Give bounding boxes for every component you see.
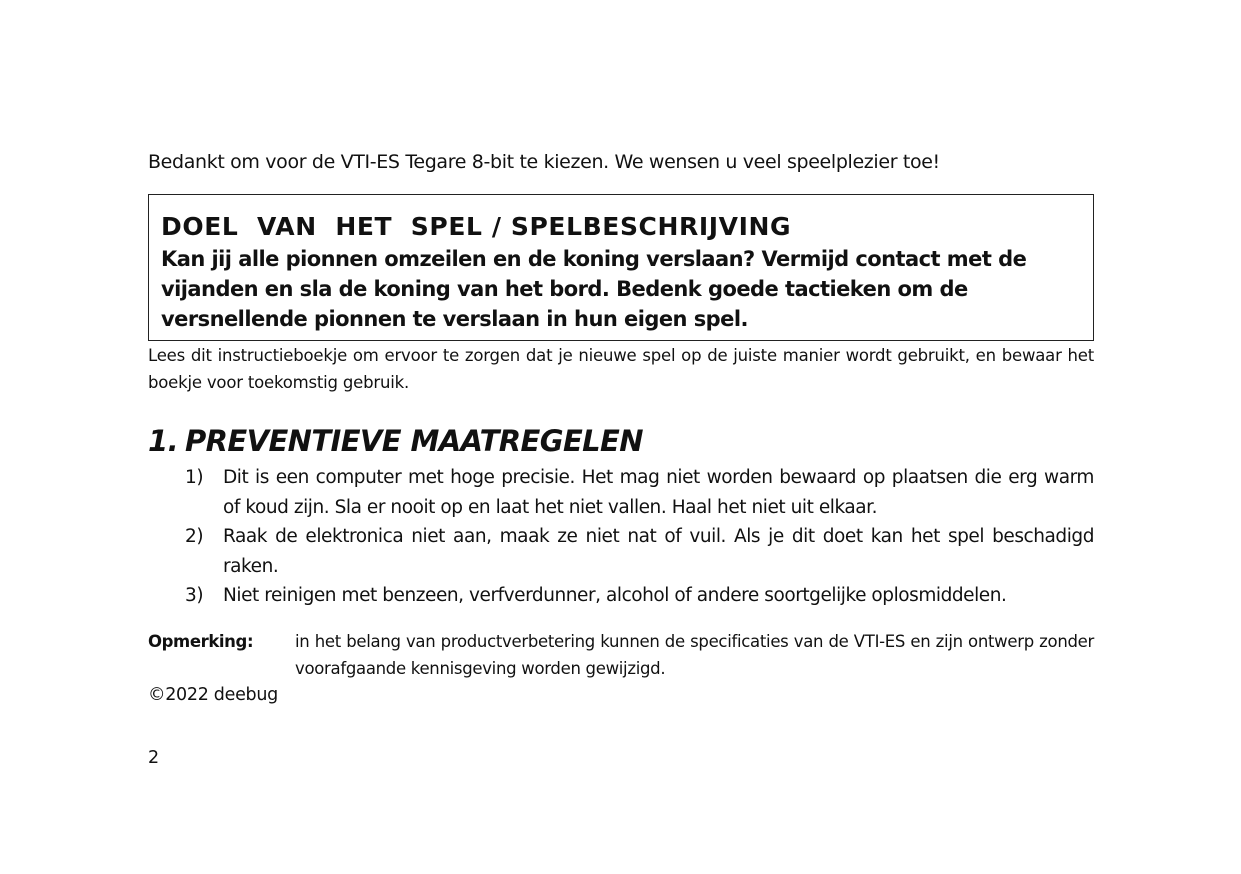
section-title: PREVENTIEVE MAATREGELEN: [185, 424, 643, 458]
game-goal-box: [148, 194, 1094, 341]
list-item: [185, 463, 1094, 522]
list-item: [185, 522, 1094, 581]
read-instructions-note: Lees dit instructieboekje om ervoor te zorgen dat je nieuwe spel op de juiste manier wordt gebruikt, en bewaar het boekje voor toekomstig gebruik.: [148, 346, 1094, 392]
game-goal-title: DOEL VAN HET SPEL / SPELBESCHRIJVING: [161, 212, 792, 241]
list-item-marker: 2): [185, 526, 204, 547]
precautions-list: [185, 463, 1094, 611]
intro-text: Bedankt om voor de VTI-ES Tegare 8-bit te kiezen. We wensen u veel speelplezier toe!: [148, 151, 940, 173]
list-item-marker: 3): [185, 585, 204, 606]
list-item-text: Raak de elektronica niet aan, maak ze niet nat of vuil. Als je dit doet kan het spel beschadigd raken.: [223, 526, 1094, 577]
remark: [148, 628, 1094, 682]
page-number: 2: [148, 748, 160, 768]
list-item-text: Dit is een computer met hoge precisie. Het mag niet worden bewaard op plaatsen die erg warm of koud zijn. Sla er nooit op en laat het niet vallen. Haal het niet uit elkaar.: [223, 467, 1094, 518]
list-item-marker: 1): [185, 467, 204, 488]
game-goal-description: Kan jij alle pionnen omzeilen en de koning verslaan? Vermijd contact met de vijanden en sla de koning van het bord. Bedenk goede tactieken om de versnellende pionnen te verslaan in hun eigen spel.: [161, 247, 1027, 331]
section-heading: [148, 422, 643, 460]
section-number: 1.: [148, 424, 178, 458]
remark-label: Opmerking:: [148, 632, 254, 651]
list-item: [185, 581, 1094, 611]
list-item-text: Niet reinigen met benzeen, verfverdunner, alcohol of andere soortgelijke oplosmiddelen.: [223, 585, 1007, 606]
copyright: ©2022 deebug: [148, 685, 278, 705]
remark-text: in het belang van productverbetering kunnen de specificaties van de VTI-ES en zijn ontwerp zonder voorafgaande kennisgeving worden gewijzigd.: [295, 632, 1094, 678]
